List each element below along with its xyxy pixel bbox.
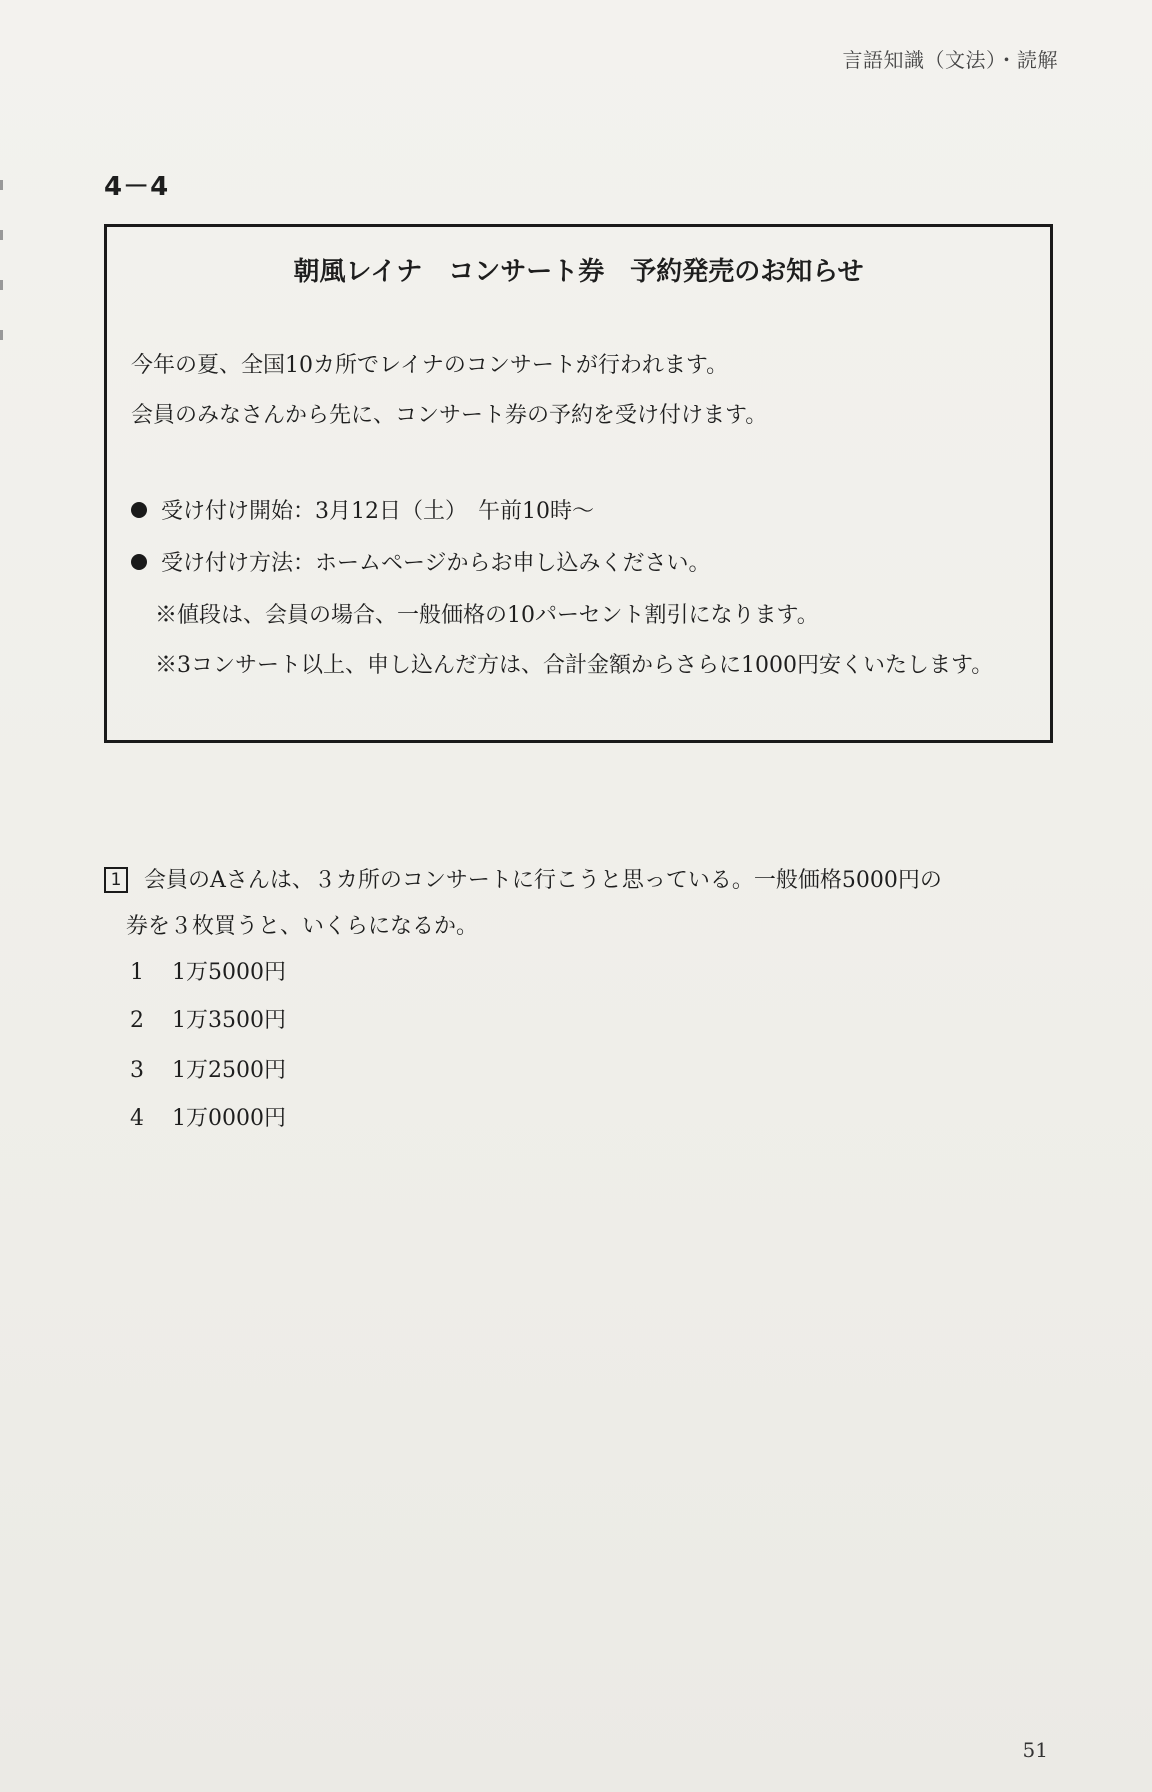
- choice-number: 4: [130, 1106, 144, 1131]
- question-text-1: 会員のAさんは、３カ所のコンサートに行こうと思っている。一般価格5000円の: [144, 868, 942, 893]
- choice-text: 1万5000円: [172, 960, 286, 985]
- notice-intro-line-1: 今年の夏、全国10カ所でレイナのコンサートが行われます。: [131, 353, 729, 378]
- notice-bullet-method-text: 受け付け方法：ホームページからお申し込みください。: [161, 551, 711, 576]
- question-line-1: [104, 866, 942, 896]
- notice-intro-line-2: 会員のみなさんから先に、コンサート券の予約を受け付けます。: [131, 403, 768, 428]
- choice-text: 1万3500円: [172, 1008, 286, 1033]
- choice-text: 1万2500円: [172, 1058, 286, 1083]
- question-line-2: 券を３枚買うと、いくらになるか。: [126, 914, 479, 939]
- answer-choice[interactable]: [130, 958, 286, 988]
- notice-bullet-start: [131, 497, 594, 527]
- running-head: 言語知識（文法）・読解: [842, 48, 1058, 72]
- choice-number: 3: [130, 1058, 144, 1083]
- answer-choice[interactable]: [130, 1006, 286, 1036]
- notice-title: 朝風レイナ コンサート券 予約発売のお知らせ: [293, 257, 864, 287]
- answer-choice[interactable]: [130, 1104, 286, 1134]
- notice-box: [104, 224, 1053, 743]
- notice-bullet-method: [131, 549, 711, 579]
- notice-note-discount: ※値段は、会員の場合、一般価格の10パーセント割引になります。: [155, 603, 819, 628]
- question-number: 1: [104, 867, 128, 893]
- page-number: 51: [1022, 1738, 1048, 1762]
- section-number: 4－4: [104, 172, 170, 202]
- answer-choice[interactable]: [130, 1056, 286, 1086]
- binding-marks: [0, 180, 3, 400]
- notice-bullet-start-text: 受け付け開始：3月12日（土） 午前10時～: [161, 499, 594, 524]
- bullet-dot-icon: [131, 554, 147, 570]
- choice-number: 2: [130, 1008, 144, 1033]
- bullet-dot-icon: [131, 502, 147, 518]
- notice-note-bulk: ※3コンサート以上、申し込んだ方は、合計金額からさらに1000円安くいたします。: [155, 653, 994, 678]
- choice-number: 1: [130, 960, 144, 985]
- choice-text: 1万0000円: [172, 1106, 286, 1131]
